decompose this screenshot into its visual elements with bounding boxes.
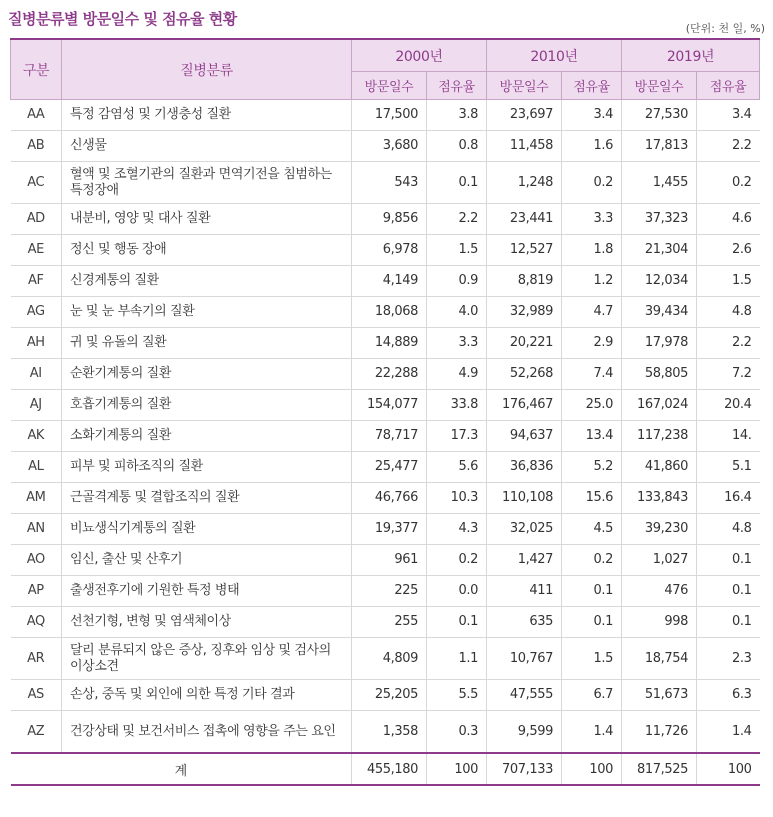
row-category: 혈액 및 조혈기관의 질환과 면역기전을 침범하는 특정장애: [62, 162, 352, 204]
header-year-2000: 2000년: [352, 39, 487, 72]
table-row: [11, 297, 760, 328]
row-share-2010: 7.4: [562, 359, 622, 390]
table-row: [11, 328, 760, 359]
row-share-2010: 3.4: [562, 100, 622, 131]
row-share-2000: 1.1: [427, 638, 487, 680]
header-share: 점유율: [427, 72, 487, 100]
row-code: AD: [11, 204, 62, 235]
row-visits-2019: 1,455: [622, 162, 697, 204]
row-share-2000: 4.9: [427, 359, 487, 390]
row-visits-2019: 18,754: [622, 638, 697, 680]
row-share-2000: 4.0: [427, 297, 487, 328]
row-category: 정신 및 행동 장애: [62, 235, 352, 266]
row-code: AN: [11, 514, 62, 545]
row-code: AO: [11, 545, 62, 576]
row-code: AI: [11, 359, 62, 390]
row-category: 선천기형, 변형 및 염색체이상: [62, 607, 352, 638]
row-visits-2010: 8,819: [487, 266, 562, 297]
table-row: [11, 680, 760, 711]
row-share-2000: 4.3: [427, 514, 487, 545]
row-code: AK: [11, 421, 62, 452]
row-visits-2019: 51,673: [622, 680, 697, 711]
row-share-2010: 1.5: [562, 638, 622, 680]
row-category: 소화기계통의 질환: [62, 421, 352, 452]
row-visits-2000: 46,766: [352, 483, 427, 514]
row-category: 신생물: [62, 131, 352, 162]
row-share-2000: 0.8: [427, 131, 487, 162]
row-share-2019: 6.3: [697, 680, 760, 711]
row-code: AP: [11, 576, 62, 607]
row-share-2000: 0.1: [427, 162, 487, 204]
total-row: [11, 753, 760, 785]
row-category: 비뇨생식기계통의 질환: [62, 514, 352, 545]
row-share-2010: 0.1: [562, 576, 622, 607]
row-share-2010: 1.4: [562, 711, 622, 754]
row-code: AA: [11, 100, 62, 131]
row-visits-2000: 25,477: [352, 452, 427, 483]
row-visits-2000: 9,856: [352, 204, 427, 235]
row-share-2019: 2.2: [697, 328, 760, 359]
row-visits-2019: 12,034: [622, 266, 697, 297]
row-visits-2000: 78,717: [352, 421, 427, 452]
row-share-2019: 4.8: [697, 297, 760, 328]
row-visits-2010: 110,108: [487, 483, 562, 514]
row-share-2000: 3.3: [427, 328, 487, 359]
row-visits-2000: 4,149: [352, 266, 427, 297]
row-visits-2019: 21,304: [622, 235, 697, 266]
row-code: AG: [11, 297, 62, 328]
row-visits-2010: 10,767: [487, 638, 562, 680]
header-visits: 방문일수: [622, 72, 697, 100]
row-code: AH: [11, 328, 62, 359]
table-row: [11, 483, 760, 514]
table-row: [11, 638, 760, 680]
row-share-2000: 2.2: [427, 204, 487, 235]
row-share-2000: 0.9: [427, 266, 487, 297]
row-share-2019: 2.3: [697, 638, 760, 680]
row-visits-2000: 961: [352, 545, 427, 576]
table-row: [11, 266, 760, 297]
header-category: 질병분류: [62, 39, 352, 100]
unit-note: (단위: 천 일, %): [685, 22, 765, 35]
row-share-2019: 4.8: [697, 514, 760, 545]
row-share-2019: 4.6: [697, 204, 760, 235]
table-body: [11, 100, 760, 754]
row-share-2010: 3.3: [562, 204, 622, 235]
row-share-2010: 0.1: [562, 607, 622, 638]
row-category: 눈 및 눈 부속기의 질환: [62, 297, 352, 328]
row-share-2000: 0.2: [427, 545, 487, 576]
row-share-2000: 10.3: [427, 483, 487, 514]
row-visits-2000: 1,358: [352, 711, 427, 754]
row-visits-2000: 18,068: [352, 297, 427, 328]
row-visits-2010: 32,025: [487, 514, 562, 545]
row-share-2019: 0.1: [697, 545, 760, 576]
row-visits-2010: 94,637: [487, 421, 562, 452]
table-row: [11, 131, 760, 162]
header-group: 구분: [11, 39, 62, 100]
row-visits-2000: 225: [352, 576, 427, 607]
row-visits-2000: 25,205: [352, 680, 427, 711]
row-visits-2000: 543: [352, 162, 427, 204]
row-share-2019: 0.1: [697, 607, 760, 638]
header-year-2019: 2019년: [622, 39, 760, 72]
row-share-2000: 17.3: [427, 421, 487, 452]
row-share-2019: 16.4: [697, 483, 760, 514]
row-category: 근골격계통 및 결합조직의 질환: [62, 483, 352, 514]
row-code: AB: [11, 131, 62, 162]
row-category: 특정 감염성 및 기생충성 질환: [62, 100, 352, 131]
row-share-2010: 6.7: [562, 680, 622, 711]
total-share-2000: 100: [427, 753, 487, 785]
table-row: [11, 359, 760, 390]
row-code: AM: [11, 483, 62, 514]
table-row: [11, 421, 760, 452]
row-share-2000: 0.3: [427, 711, 487, 754]
table-row: [11, 452, 760, 483]
row-visits-2019: 117,238: [622, 421, 697, 452]
row-category: 출생전후기에 기원한 특정 병태: [62, 576, 352, 607]
row-share-2000: 33.8: [427, 390, 487, 421]
row-visits-2010: 176,467: [487, 390, 562, 421]
row-share-2010: 25.0: [562, 390, 622, 421]
row-share-2000: 5.6: [427, 452, 487, 483]
row-share-2010: 4.5: [562, 514, 622, 545]
header-share: 점유율: [562, 72, 622, 100]
row-visits-2010: 12,527: [487, 235, 562, 266]
row-visits-2010: 23,697: [487, 100, 562, 131]
header-share: 점유율: [697, 72, 760, 100]
table-row: [11, 711, 760, 754]
row-share-2010: 0.2: [562, 162, 622, 204]
row-visits-2000: 255: [352, 607, 427, 638]
row-share-2019: 5.1: [697, 452, 760, 483]
row-visits-2010: 9,599: [487, 711, 562, 754]
table-row: [11, 100, 760, 131]
row-code: AR: [11, 638, 62, 680]
row-share-2019: 1.5: [697, 266, 760, 297]
row-visits-2000: 6,978: [352, 235, 427, 266]
header-visits: 방문일수: [487, 72, 562, 100]
row-share-2000: 5.5: [427, 680, 487, 711]
table-row: [11, 576, 760, 607]
row-visits-2019: 17,813: [622, 131, 697, 162]
row-category: 건강상태 및 보건서비스 접촉에 영향을 주는 요인: [62, 711, 352, 754]
row-visits-2019: 39,230: [622, 514, 697, 545]
row-category: 달리 분류되지 않은 증상, 징후와 임상 및 검사의 이상소견: [62, 638, 352, 680]
row-share-2010: 1.6: [562, 131, 622, 162]
table-row: [11, 204, 760, 235]
row-visits-2019: 37,323: [622, 204, 697, 235]
row-category: 내분비, 영양 및 대사 질환: [62, 204, 352, 235]
row-code: AZ: [11, 711, 62, 754]
row-visits-2019: 476: [622, 576, 697, 607]
row-share-2019: 2.6: [697, 235, 760, 266]
row-visits-2000: 14,889: [352, 328, 427, 359]
row-visits-2000: 4,809: [352, 638, 427, 680]
row-share-2010: 1.2: [562, 266, 622, 297]
row-share-2010: 0.2: [562, 545, 622, 576]
row-visits-2019: 17,978: [622, 328, 697, 359]
row-visits-2010: 20,221: [487, 328, 562, 359]
row-share-2000: 3.8: [427, 100, 487, 131]
row-share-2000: 0.0: [427, 576, 487, 607]
disease-visits-table: [10, 38, 760, 786]
row-share-2019: 20.4: [697, 390, 760, 421]
row-share-2010: 1.8: [562, 235, 622, 266]
row-code: AL: [11, 452, 62, 483]
row-visits-2010: 411: [487, 576, 562, 607]
row-visits-2019: 167,024: [622, 390, 697, 421]
row-visits-2010: 1,248: [487, 162, 562, 204]
total-share-2010: 100: [562, 753, 622, 785]
table-row: [11, 235, 760, 266]
row-share-2000: 1.5: [427, 235, 487, 266]
row-share-2019: 3.4: [697, 100, 760, 131]
row-visits-2019: 998: [622, 607, 697, 638]
table-row: [11, 545, 760, 576]
table-row: [11, 390, 760, 421]
row-share-2010: 13.4: [562, 421, 622, 452]
row-code: AC: [11, 162, 62, 204]
row-visits-2010: 52,268: [487, 359, 562, 390]
row-visits-2019: 58,805: [622, 359, 697, 390]
table-title: 질병분류별 방문일수 및 점유율 현황: [8, 10, 237, 28]
row-share-2019: 1.4: [697, 711, 760, 754]
row-category: 호흡기계통의 질환: [62, 390, 352, 421]
total-visits-2010: 707,133: [487, 753, 562, 785]
row-visits-2019: 133,843: [622, 483, 697, 514]
row-visits-2010: 36,836: [487, 452, 562, 483]
row-share-2000: 0.1: [427, 607, 487, 638]
row-visits-2010: 23,441: [487, 204, 562, 235]
row-share-2010: 4.7: [562, 297, 622, 328]
row-share-2019: 0.1: [697, 576, 760, 607]
row-category: 신경계통의 질환: [62, 266, 352, 297]
table-row: [11, 514, 760, 545]
row-share-2010: 2.9: [562, 328, 622, 359]
total-share-2019: 100: [697, 753, 760, 785]
row-code: AF: [11, 266, 62, 297]
row-visits-2010: 11,458: [487, 131, 562, 162]
row-code: AS: [11, 680, 62, 711]
row-visits-2010: 1,427: [487, 545, 562, 576]
row-category: 피부 및 피하조직의 질환: [62, 452, 352, 483]
row-visits-2000: 17,500: [352, 100, 427, 131]
row-visits-2010: 32,989: [487, 297, 562, 328]
row-visits-2019: 1,027: [622, 545, 697, 576]
row-visits-2010: 47,555: [487, 680, 562, 711]
row-code: AJ: [11, 390, 62, 421]
row-share-2019: 14.: [697, 421, 760, 452]
row-share-2019: 7.2: [697, 359, 760, 390]
row-visits-2019: 39,434: [622, 297, 697, 328]
row-share-2010: 5.2: [562, 452, 622, 483]
row-visits-2000: 154,077: [352, 390, 427, 421]
row-visits-2000: 22,288: [352, 359, 427, 390]
row-visits-2000: 3,680: [352, 131, 427, 162]
row-visits-2019: 41,860: [622, 452, 697, 483]
total-visits-2019: 817,525: [622, 753, 697, 785]
row-visits-2019: 11,726: [622, 711, 697, 754]
total-label: 계: [11, 753, 352, 785]
row-code: AE: [11, 235, 62, 266]
row-category: 손상, 중독 및 외인에 의한 특정 기타 결과: [62, 680, 352, 711]
header-year-2010: 2010년: [487, 39, 622, 72]
row-share-2019: 2.2: [697, 131, 760, 162]
row-category: 순환기계통의 질환: [62, 359, 352, 390]
row-category: 임신, 출산 및 산후기: [62, 545, 352, 576]
table-row: [11, 607, 760, 638]
row-share-2019: 0.2: [697, 162, 760, 204]
total-visits-2000: 455,180: [352, 753, 427, 785]
row-share-2010: 15.6: [562, 483, 622, 514]
row-visits-2010: 635: [487, 607, 562, 638]
header-visits: 방문일수: [352, 72, 427, 100]
row-code: AQ: [11, 607, 62, 638]
row-category: 귀 및 유돌의 질환: [62, 328, 352, 359]
row-visits-2000: 19,377: [352, 514, 427, 545]
table-row: [11, 162, 760, 204]
row-visits-2019: 27,530: [622, 100, 697, 131]
